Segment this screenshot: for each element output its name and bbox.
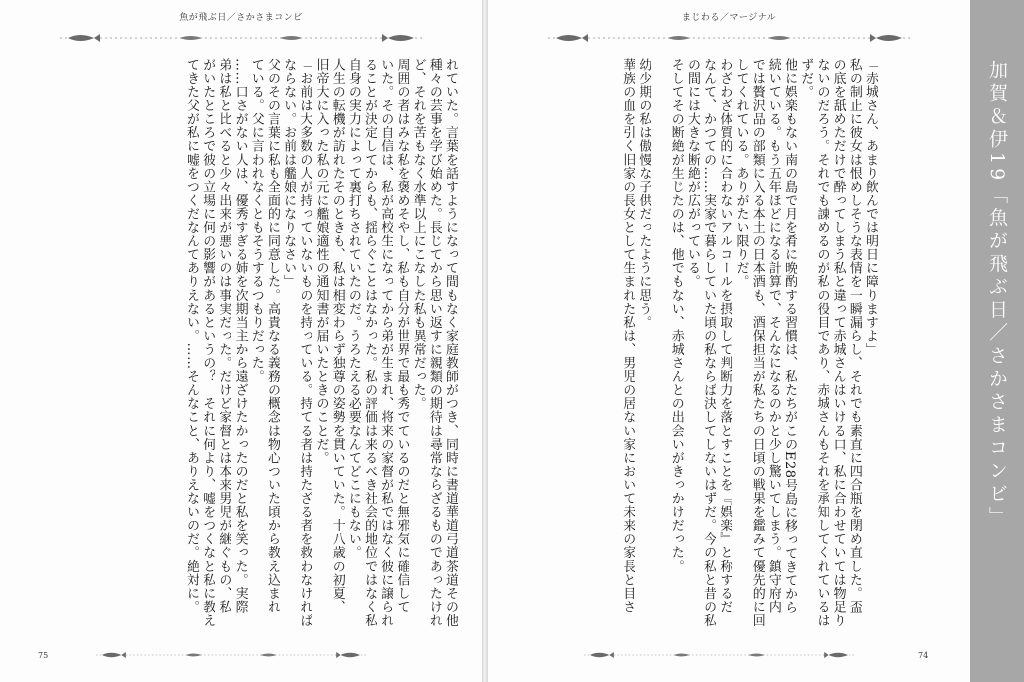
text-line: 続いている。もう五年ほどになる計算で、そんなになるのかと少し驚いてしまう。鎮守府内 bbox=[765, 58, 781, 614]
body-text-left bbox=[183, 58, 458, 630]
fish-ornament-top-right bbox=[548, 30, 910, 46]
text-line: 他に娯楽もない南の島で月を肴に晩酌する習慣は、私たちがこのE28号島に移ってきてから bbox=[782, 58, 798, 615]
text-line: 旧帝大に入った私の元に艦娘適性の通知書が届いたときのことだ。 bbox=[313, 58, 329, 465]
text-line: ることが決定してからも、揺らぐことはなかった。私の評価は来るべき社会的地位ではなく私 bbox=[362, 58, 378, 628]
fish-ornament-bottom-right bbox=[584, 647, 854, 663]
text-line: の底を舐めただけで酔ってしまう私と違って赤城さんはいける口、私に合わせていては物足り bbox=[830, 58, 846, 628]
running-head-right: まじわる／マージナル bbox=[681, 13, 777, 23]
text-line: の間には大きな断絶が広がっている。 bbox=[684, 58, 700, 289]
blank-line bbox=[651, 58, 667, 630]
text-line: 周囲の者はみな私を褒めそやし、私も自分が世界で最も秀でているのだと無邪気に確信して bbox=[394, 58, 410, 614]
text-line: 「赤城さん、あまり飲んでは明日に障りますよ」 bbox=[863, 58, 878, 357]
right-page bbox=[488, 0, 970, 682]
text-line: 父のその言葉に私も全面的に同意した。高貴なる義務の概念は物心ついた頃から教え込まれ bbox=[264, 58, 280, 614]
fish-ornament-bottom-left bbox=[96, 647, 366, 663]
text-line: わざわざ体質的に合わないアルコールを摂取して判断力を落とすことを『娯楽』と称するだ bbox=[717, 58, 733, 614]
text-line: 人生の転機が訪れたそのときも、私は相変わらず独尊の姿勢を貫いていた。十八歳の初夏、 bbox=[329, 58, 345, 614]
side-title: 加賀＆伊19「魚が飛ぶ日／さかさまコンビ」 bbox=[986, 60, 1008, 530]
page-number-right: 74 bbox=[918, 651, 929, 660]
text-line: してくれている。ありがたい限りだ。 bbox=[733, 58, 749, 289]
text-line: いた。その自信は、私が高校生になってから弟が生まれ、将来の家督が私ではなく彼に譲られ bbox=[378, 58, 394, 628]
text-line: 自身の実力によって裏打ちされていたのだ。うろたえる必要なんてどこにもない。 bbox=[345, 58, 361, 560]
text-line: がいたところで彼の立場に何の影響があるというの？ それに何より、嘘をつくなと私に教え bbox=[200, 58, 216, 628]
text-line: 私の制止に彼女は恨めしそうな表情を一瞬漏らし、それでも素直に四合瓶を閉め直した。盃 bbox=[846, 58, 862, 614]
text-line: 「お前は大多数の人が持っていないものを持っている。持てる者は持たざる者を救わなければ bbox=[297, 58, 313, 628]
running-head-left: 魚が飛ぶ日／さかさまコンビ bbox=[179, 13, 303, 23]
text-line: ど、それを苦もなく水準以上にこなした私も異常だった。 bbox=[410, 58, 426, 411]
text-line: 華族の血を引く旧家の長女として生まれた私は、男児の居ない家において未来の家長と目さ bbox=[620, 58, 636, 614]
text-line: ならない。お前は艦娘になりなさい」 bbox=[281, 58, 297, 289]
text-line: ずだ。 bbox=[798, 58, 814, 99]
text-line: れていた。言葉を話すようになって間もなく家庭教師がつき、同時に書道華道弓道茶道その他 bbox=[443, 58, 458, 628]
text-line: なんて、かつての……実家で暮らしていた頃の私ならば決してしないはずだ。今の私と昔の私 bbox=[701, 58, 717, 628]
text-line: ……口さがない人は、優秀すぎる姉を次期当主から遠ざけたかったのだと私を笑った。実際 bbox=[232, 58, 248, 614]
side-title-tab bbox=[970, 0, 1024, 682]
text-line: 種々の芸事を学び始めた。長じてから思い返すに親類の期待は尋常ならざるものであったけれ bbox=[426, 58, 442, 628]
text-line: では贅沢品の部類に入る本土の日本酒も、酒保担当が私たちの日頃の戦果を鑑みて優先的に回 bbox=[749, 58, 765, 628]
text-line: そしてその断絶が生じたのは、他でもない、赤城さんとの出会いがきっかけだった。 bbox=[668, 58, 684, 573]
text-line: ている。父に言われなくともそうするつもりだった。 bbox=[248, 58, 264, 384]
fish-ornament-top-left bbox=[60, 30, 422, 46]
text-line: 幼少期の私は傲慢な子供だったように思う。 bbox=[636, 58, 652, 329]
left-page bbox=[0, 0, 482, 682]
text-line: 弟は私と比べると少々出来が悪いのは事実だった。だけど家督とは本来男児が継ぐもの、私 bbox=[216, 58, 232, 614]
text-line: てきた父が私に嘘をつくだなんてありえない。……そんなこと、ありえないのだ。絶対に。 bbox=[184, 58, 199, 614]
body-text-right bbox=[619, 58, 878, 630]
page-number-left: 75 bbox=[38, 651, 49, 660]
text-line: ないのだろう。それでも諌めるのが私の役目であり、赤城さんもそれを承知してくれているは bbox=[814, 58, 830, 628]
